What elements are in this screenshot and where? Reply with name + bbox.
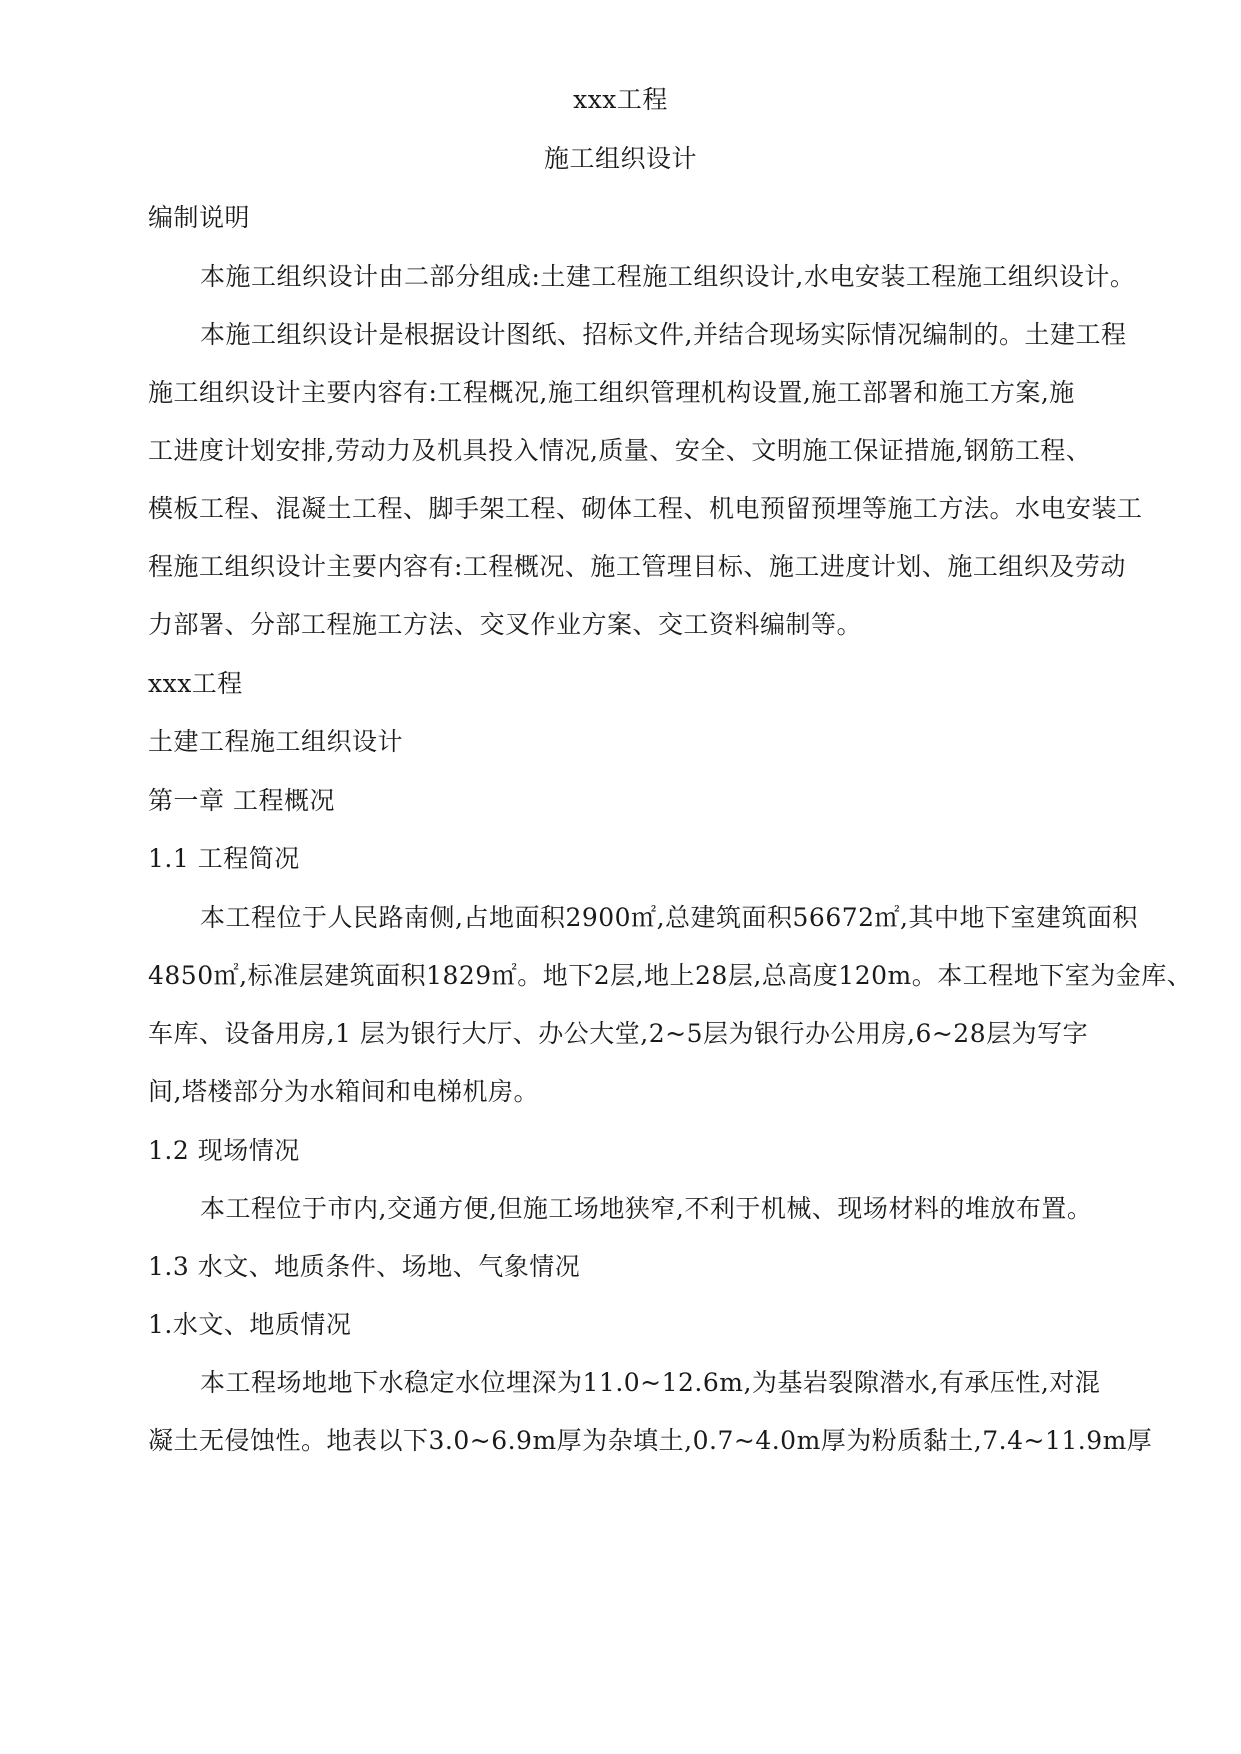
intro-paragraph-2-line: 本施工组织设计是根据设计图纸、招标文件,并结合现场实际情况编制的。土建工程 [200,320,1127,349]
intro-heading: 编制说明 [148,203,251,232]
section-1-3-1-line: 本工程场地地下水稳定水位埋深为11.0~12.6m,为基岩裂隙潜水,有承压性,对混 [200,1368,1101,1397]
section-1-3-1-line: 凝土无侵蚀性。地表以下3.0~6.9m厚为杂填土,0.7~4.0m厚为粉质黏土,7.4~11.9m厚 [148,1426,1153,1455]
part-subtitle: 土建工程施工组织设计 [148,727,404,756]
doc-subtitle: 施工组织设计 [543,144,697,173]
intro-paragraph-2-line: 模板工程、混凝土工程、脚手架工程、砌体工程、机电预留预埋等施工方法。水电安装工 [148,494,1143,523]
section-1-2-text: 本工程位于市内,交通方便,但施工场地狭窄,不利于机械、现场材料的堆放布置。 [200,1194,1093,1223]
section-1-1-line: 间,塔楼部分为水箱间和电梯机房。 [148,1077,539,1106]
intro-paragraph-2-line: 力部署、分部工程施工方法、交叉作业方案、交工资料编制等。 [148,610,863,639]
intro-paragraph-1: 本施工组织设计由二部分组成:土建工程施工组织设计,水电安装工程施工组织设计。 [200,262,1136,291]
section-1-1-line: 车库、设备用房,1 层为银行大厅、办公大堂,2~5层为银行办公用房,6~28层为写字 [148,1019,1089,1048]
part-title: xxx工程 [148,669,243,698]
doc-title: xxx工程 [573,85,668,114]
section-1-1-line: 本工程位于人民路南侧,占地面积2900㎡,总建筑面积56672㎡,其中地下室建筑面积 [200,903,1138,932]
section-heading: 1.2 现场情况 [148,1136,300,1165]
subsection-heading: 1.水文、地质情况 [148,1310,352,1339]
section-heading: 1.3 水文、地质条件、场地、气象情况 [148,1252,581,1281]
section-1-1-line: 4850㎡,标准层建筑面积1829㎡。地下2层,地上28层,总高度120m。本工程地下室为金库、 [148,961,1193,990]
section-heading: 1.1 工程简况 [148,844,300,873]
intro-paragraph-2-line: 工进度计划安排,劳动力及机具投入情况,质量、安全、文明施工保证措施,钢筋工程、 [148,436,1092,465]
chapter-heading: 第一章 工程概况 [148,786,335,815]
intro-paragraph-2-line: 程施工组织设计主要内容有:工程概况、施工管理目标、施工进度计划、施工组织及劳动 [148,552,1126,581]
intro-paragraph-2-line: 施工组织设计主要内容有:工程概况,施工组织管理机构设置,施工部署和施工方案,施 [148,378,1075,407]
